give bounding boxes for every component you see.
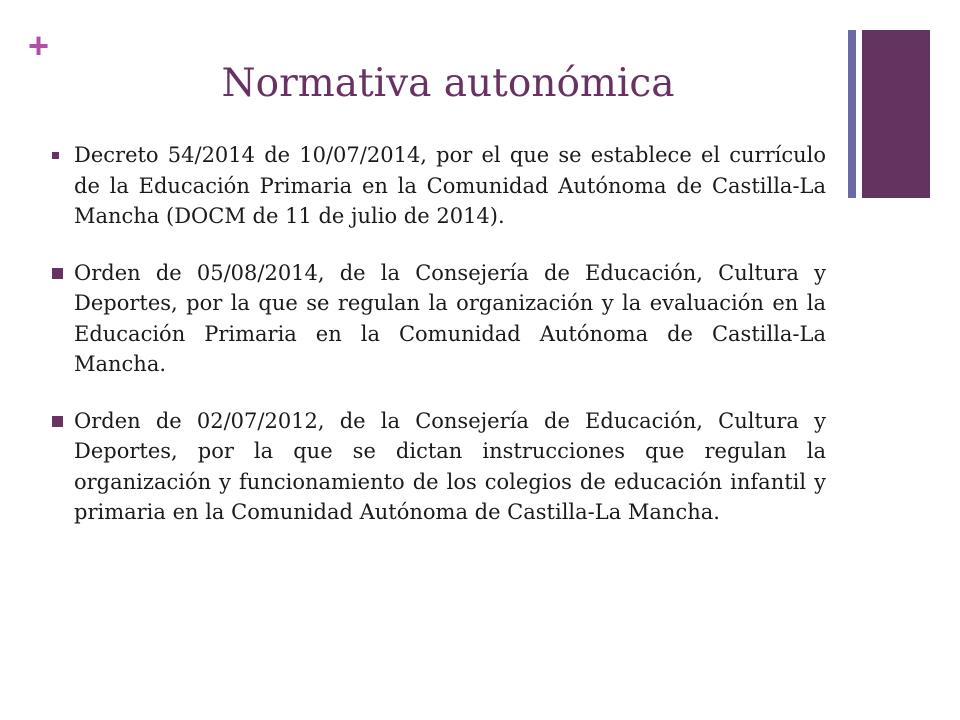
slide-title: Normativa autonómica xyxy=(221,61,675,106)
bullet-text: Decreto 54/2014 de 10/07/2014, por el que se establece el currículo de la Educación Primaria en la Comunidad Autónoma de Castilla-La Mancha (DOCM de 11 de julio de 2014). xyxy=(74,143,826,228)
square-bullet-icon xyxy=(52,152,59,159)
bullet-text: Orden de 05/08/2014, de la Consejería de Educación, Cultura y Deportes, por la que se regulan la organización y la evaluación en la Educación Primaria en la Comunidad Autónoma de Castilla-La Mancha. xyxy=(74,260,826,376)
plus-icon: + xyxy=(28,25,50,66)
slide-content xyxy=(52,140,826,554)
bullet-item-orden-2014 xyxy=(52,258,826,380)
bullet-item-orden-2012 xyxy=(52,406,826,528)
bullet-text: Orden de 02/07/2012, de la Consejería de Educación, Cultura y Deportes, por la que se dictan instrucciones que regulan la organización y funcionamiento de los colegios de educación infantil y primaria en la Comunidad Autónoma de Castilla-La Mancha. xyxy=(74,408,826,524)
square-bullet-icon xyxy=(52,416,63,427)
square-bullet-icon xyxy=(52,268,63,279)
bullet-item-decreto xyxy=(52,140,826,232)
